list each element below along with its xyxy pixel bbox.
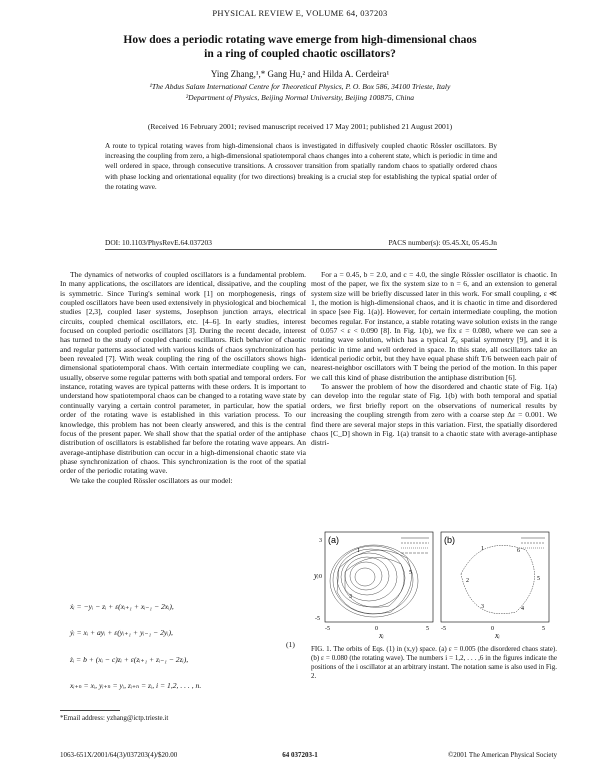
panel-a-xtick-right: 5 bbox=[426, 626, 429, 632]
panel-b-marker-6: 6 bbox=[517, 548, 520, 554]
panel-a-xtick-mid: 0 bbox=[375, 626, 378, 632]
panel-b-x-label: xᵢ bbox=[495, 631, 500, 640]
panel-b-xtick-mid: 0 bbox=[491, 626, 494, 632]
affiliation-2: ²Department of Physics, Beijing Normal University, Beijing 100875, China bbox=[185, 93, 415, 102]
footer-issn: 1063-651X/2001/64(3)/037203(4)/$20.00 bbox=[60, 751, 178, 759]
right-paragraph-1: For a = 0.45, b = 2.0, and c = 4.0, the single Rössler oscillator is chaotic. In most of the paper, we fix the system size to n = 6, and an extension to general system size will be briefly discussed later in this work. For small coupling, ε ≪ 1, the motion is high-dimensional chaos, and it is chaotic in time and disordered in space [see Fig. 1(a)]. However, for certain intermediate coupling, the motion becomes regular. For instance, a stable rotating wave solution exists in the range of 0.057 < ε < 0.090 [8]. In Fig. 1(b), we fix ε = 0.080, where we can see a rotating wave solution, which has a typical Z₆ spatial symmetry [9], and it is periodic in time and well ordered in space. In this state, all oscillators take an identical periodic orbit, but they have equal phase shift T/6 between each pair of nearest-neighbor oscillators with T being the period of the motion. In this paper we call this kind of phase distribution the antiphase distribution [6]. bbox=[311, 270, 557, 382]
figure-1-svg bbox=[311, 528, 557, 640]
pacs-numbers: PACS number(s): 05.45.Xt, 05.45.Jn bbox=[388, 238, 497, 247]
panel-b-marker-4: 4 bbox=[521, 606, 524, 612]
right-column bbox=[311, 270, 557, 448]
equation-x: ẋᵢ = −yᵢ − zᵢ + ε(xᵢ₊₁ + xᵢ₋₁ − 2xᵢ), bbox=[70, 602, 174, 611]
left-paragraph-2: We take the coupled Rössler oscillators as our model: bbox=[70, 475, 233, 485]
equation-y: ẏᵢ = xᵢ + ayᵢ + ε(yᵢ₊₁ + yᵢ₋₁ − 2yᵢ), bbox=[70, 628, 173, 637]
panel-b-label: (b) bbox=[444, 535, 455, 545]
panel-b-marker-1: 1 bbox=[481, 546, 484, 552]
left-column bbox=[60, 270, 306, 485]
panel-a-x-label: xᵢ bbox=[379, 631, 384, 640]
authors: Ying Zhang,¹,* Gang Hu,² and Hilda A. Cerdeira¹ bbox=[210, 69, 390, 79]
svg-text:5: 5 bbox=[409, 570, 412, 576]
title-line-2: in a ring of coupled chaotic oscillators? bbox=[204, 48, 396, 60]
panel-b-periodic-orbit bbox=[461, 545, 534, 613]
footnote-email: *Email address: yzhang@ictp.trieste.it bbox=[60, 714, 169, 722]
panel-a-legend bbox=[401, 538, 429, 553]
equation-boundary: xᵢ₊ₙ = xᵢ, yᵢ₊ₙ = yᵢ, zᵢ₊ₙ = zᵢ, i = 1,2, . . . , n. bbox=[70, 681, 202, 690]
journal-header: PHYSICAL REVIEW E, VOLUME 64, 037203 bbox=[212, 8, 388, 18]
abstract: A route to typical rotating waves from high-dimensional chaos is investigated in diffusively coupled chaotic Rössler oscillators. By increasing the coupling from zero, a high-dimensional spatiotemporal chaos changes into a coherent state, which is periodic in time and well ordered in space, through consecutive transitions. A crossover transition from spatially random chaos to spatially ordered chaos with phase locking and orientational equality (for two directions) breaking is a crucial step for establishing the typical spatial order of the rotating wave. bbox=[105, 142, 497, 191]
figure-1-caption: FIG. 1. The orbits of Eqs. (1) in (x,y) space. (a) ε = 0.005 (the disordered chaos state). (b) ε = 0.080 (the rotating wave). The numbers i = 1,2, . . . ,6 in the figures indicate the positions of the i oscillator at an arbitrary instant. The notation same is also used in Fig. 2. bbox=[311, 645, 557, 680]
affiliation-1: ¹The Abdus Salam International Centre for Theoretical Physics, P. O. Box 586, 34100 Trieste, Italy bbox=[149, 82, 451, 91]
panel-a-chaotic-orbits bbox=[330, 545, 418, 617]
panel-b-marker-2: 2 bbox=[466, 578, 469, 584]
panel-b-frame bbox=[441, 532, 549, 622]
panel-b-marker-3: 3 bbox=[481, 604, 484, 610]
y-axis-label: yᵢ bbox=[314, 571, 319, 580]
right-paragraph-2: To answer the problem of how the disordered and chaotic state of Fig. 1(a) can develop into the regular state of Fig. 1(b) with both temporal and spatial orders, we first briefly report on the observations of numerical results by increasing the coupling strength from zero with a coarse step Δε = 0.001. We find there are several major steps in this variation. First, the spatially disordered chaos [C_D] shown in Fig. 1(a) transit to a chaotic state with average-antiphase distri- bbox=[311, 382, 557, 448]
panel-a-label: (a) bbox=[328, 535, 339, 545]
figure-1 bbox=[311, 528, 557, 640]
abstract-rule bbox=[105, 249, 497, 250]
footer-page: 64 037203-1 bbox=[282, 751, 318, 759]
panel-a-ytick-top: 3 bbox=[319, 538, 322, 544]
received-dates: (Received 16 February 2001; revised manuscript received 17 May 2001; published 21 August 2001) bbox=[147, 122, 453, 131]
panel-b-legend bbox=[521, 538, 545, 548]
left-paragraph-1: The dynamics of networks of coupled oscillators is a fundamental problem. In many applications, the oscillators are identical, dissipative, and the coupling is symmetric. Since Turing's seminal work [1] on morphogenesis, rings of coupled oscillators have been used extensively in physiological and biochemical studies [2,3], coupled laser systems, Josephson junction arrays, electrical circuits, coupled chemical oscillators, etc. [4–6]. In early studies, interest focused on coupled periodic oscillators [3]. During the recent decade, interest has turned to the study of coupled chaotic oscillators. Rich behavior of chaotic and regular patterns associated with various kinds of chaos synchronization has been revealed [7]. With weak coupling the ring of the oscillators shows high-dimensional spatiotemporal chaos. With certain intermediate coupling we can, usually, observe some regular patterns with both spatial and temporal orders. For instance, rotating waves are typical patterns with these orders. It is important to understand how spatiotemporal chaos can be changed to a rotating wave state by continually varying a certain control parameter, in particular, how the spatial order of the rotating wave is established in this variation process. To our knowledge, this problem has not been clearly answered, and this is the central focus of the present paper. We shall show that the spatial order of the antiphase distribution of oscillators is established far before the rotating wave appears. An average-antiphase distribution can occur in a high-dimensional chaotic state via phase synchronization of chaos. This synchronization is the root of the spatial order of the periodic rotating wave. bbox=[60, 270, 306, 476]
footer-copyright: ©2001 The American Physical Society bbox=[447, 751, 557, 759]
panel-a-xtick-left: -5 bbox=[325, 626, 330, 632]
panel-a-ytick-bottom: -5 bbox=[315, 616, 320, 622]
svg-text:3: 3 bbox=[349, 594, 352, 600]
panel-b-xtick-right: 5 bbox=[542, 626, 545, 632]
equation-number: (1) bbox=[286, 640, 295, 649]
panel-a-ytick-mid: 0 bbox=[319, 574, 322, 580]
svg-text:1: 1 bbox=[357, 548, 360, 554]
paper-title bbox=[80, 33, 520, 61]
title-line-1: How does a periodic rotating wave emerge from high-dimensional chaos bbox=[123, 34, 477, 46]
doi: DOI: 10.1103/PhysRevE.64.037203 bbox=[105, 238, 212, 247]
footnote-rule bbox=[60, 710, 120, 711]
equation-z: żᵢ = b + (xᵢ − c)zᵢ + ε(zᵢ₊₁ + zᵢ₋₁ − 2zᵢ), bbox=[70, 655, 189, 664]
panel-b-xtick-left: -5 bbox=[441, 626, 446, 632]
panel-b-marker-5: 5 bbox=[537, 576, 540, 582]
